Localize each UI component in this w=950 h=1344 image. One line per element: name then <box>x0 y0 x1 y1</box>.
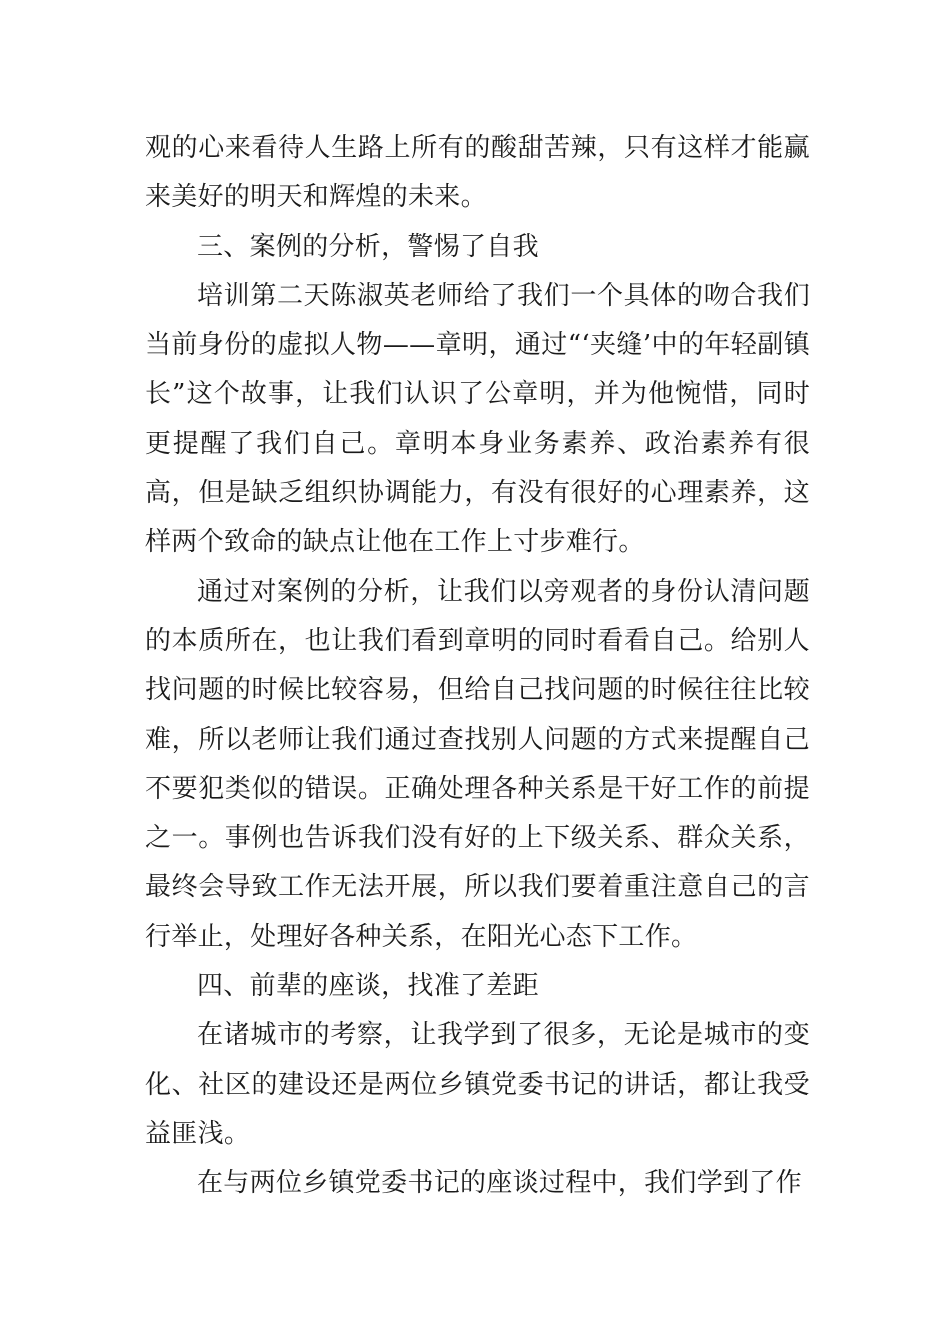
section-heading-4: 四、前辈的座谈，找准了差距 <box>197 971 539 1002</box>
paragraph-case-analysis: 通过对案例的分析，让我们以旁观者的身份认清问题的本质所在，也让我们看到章明的同时看看自己。给别人找问题的时候比较容易，但给自己找问题的时候往往比较难，所以老师让我们通过查找别人问题的方式来提醒自己不要犯类似的错误。正确处理各种关系是干好工作的前提之一。事例也告诉我们没有好的上下级关系、群众关系，最终会导致工作无法开展，所以我们要着重注意自己的言行举止，处理好各种关系，在阳光心态下工作。 <box>145 576 810 952</box>
paragraph-symposium: 在与两位乡镇党委书记的座谈过程中，我们学到了作 <box>197 1168 802 1199</box>
paragraph-case-intro: 培训第二天陈淑英老师给了我们一个具体的吻合我们当前身份的虚拟人物——章明，通过“‘夹缝’中的年轻副镇长”这个故事，让我们认识了公章明，并为他惋惜，同时更提醒了我们自己。章明本身业务素养、政治素养有很高，但是缺乏组织协调能力，有没有很好的心理素养，这样两个致命的缺点让他在工作上寸步难行。 <box>145 280 810 558</box>
paragraph-continuation: 观的心来看待人生路上所有的酸甜苦辣，只有这样才能赢来美好的明天和辉煌的未来。 <box>145 133 810 213</box>
section-heading-3: 三、案例的分析，警惕了自我 <box>197 231 539 262</box>
document-body <box>145 124 810 1209</box>
paragraph-zhucheng-visit: 在诸城市的考察，让我学到了很多，无论是城市的变化、社区的建设还是两位乡镇党委书记的讲话，都让我受益匪浅。 <box>145 1020 810 1149</box>
